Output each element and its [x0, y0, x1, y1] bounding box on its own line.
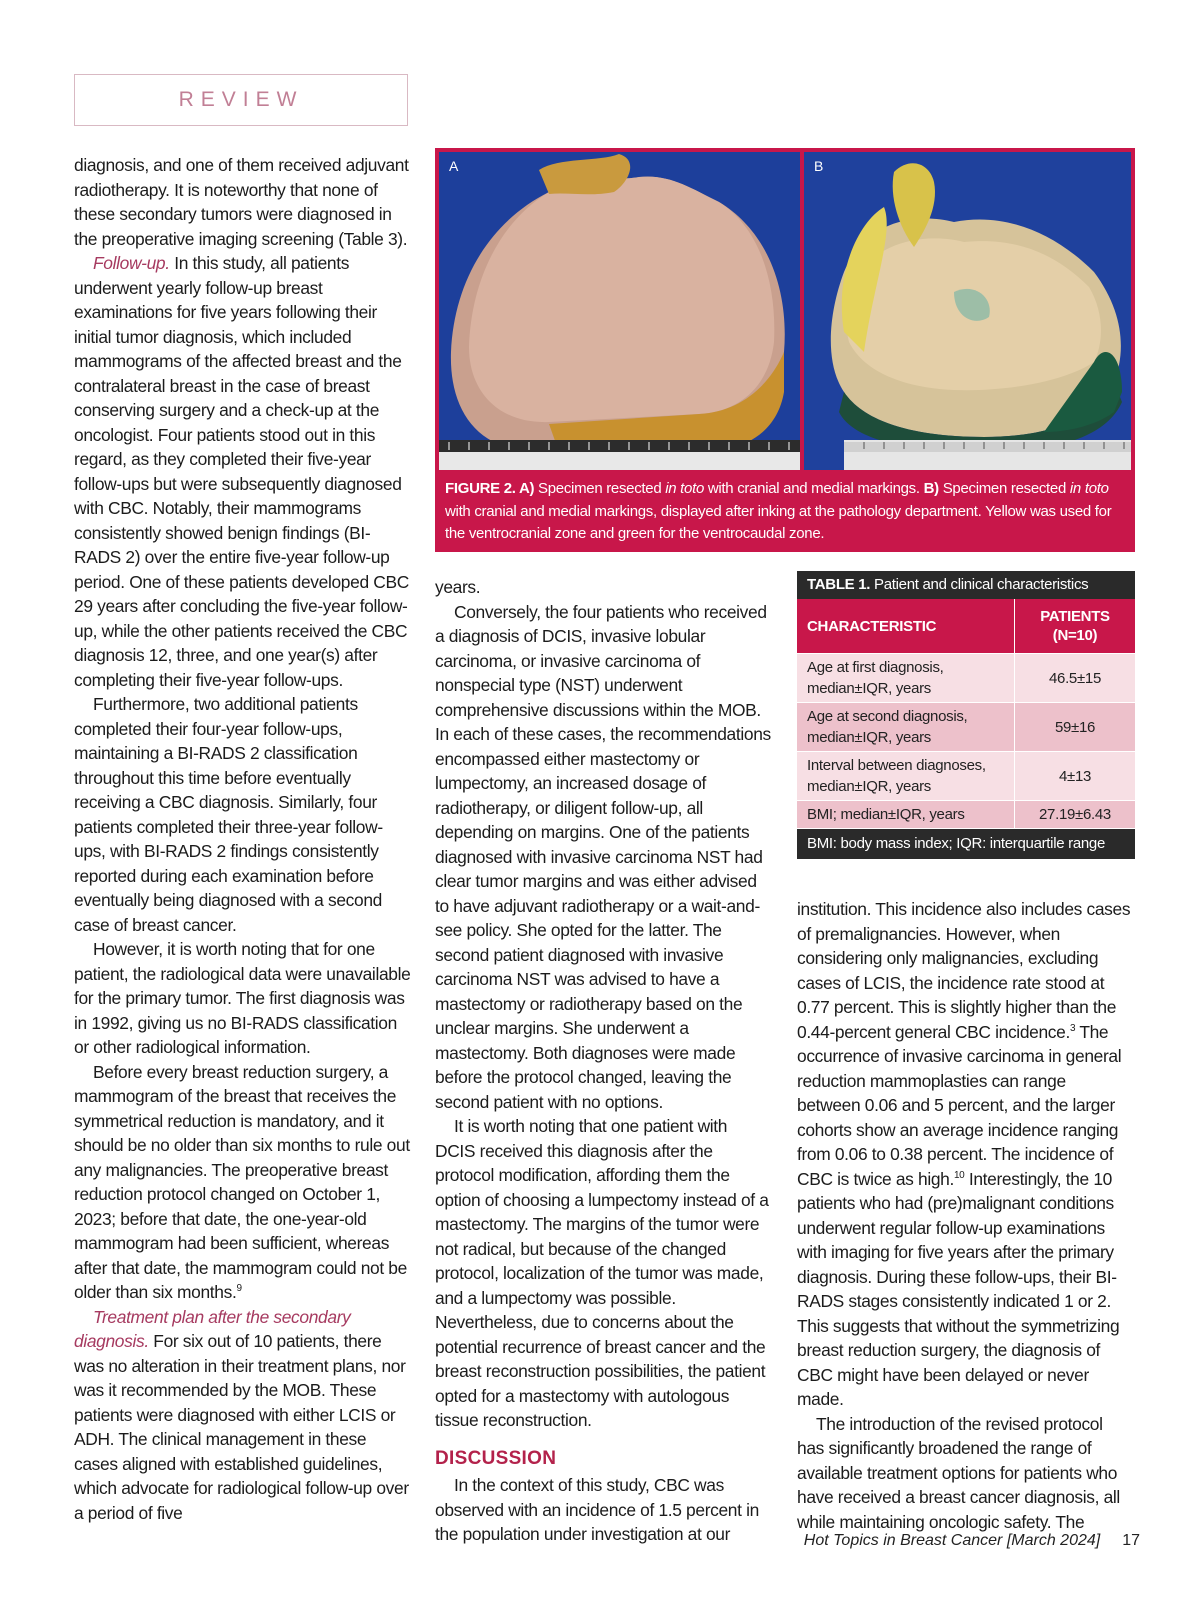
paragraph-text: institution. This incidence also includes cases of premalignancies. However, when considering only malignancies, excluding cases of LCIS, the incidence rate stood at 0.77 percent. This is slightly higher than the 0.44-percent general CBC incidence.	[797, 899, 1131, 1042]
paragraph: years.	[435, 577, 481, 597]
table-cell-label: Interval between diagnoses, median±IQR, years	[807, 757, 986, 795]
caption-text: with cranial and medial markings, displayed after inking at the pathology department. Yellow was used for the ventrocranial zone and green for the ventrocaudal zone.	[445, 502, 1112, 542]
specimen-b-image	[804, 152, 1131, 470]
caption-italic: in toto	[665, 480, 704, 497]
subheading-treatment-plan: Treatment plan after the secondary diagnosis.	[74, 1306, 351, 1351]
figure-panel-a	[439, 152, 800, 470]
table-cell-value: 27.19±6.43	[1014, 801, 1135, 828]
column-3	[797, 897, 1133, 1534]
paragraph: It is worth noting that one patient with DCIS received this diagnosis after the protocol modification, affording them the option of choosing a lumpectomy instead of a mastectomy. The margins of the tumor were not radical, but because of the changed protocol, localization of the tumor was made, and a lumpectomy was possible. Nevertheless, due to concerns about the potential recurrence of breast cancer and the breast reconstruction possibilities, the patient opted for a mastectomy with autologous tissue reconstruction.	[435, 1116, 769, 1430]
paragraph	[74, 1060, 412, 1305]
header-patients-label: PATIENTS	[1040, 608, 1110, 625]
table-header-characteristic: CHARACTERISTIC	[807, 617, 937, 635]
paragraph-text: Before every breast reduction surgery, a mammogram of the breast that receives the symmetrical reduction is mandatory, and it should be no older than six months to rule out any malignancies. The preoperative breast reduction protocol changed on October 1, 2023; before that date, the one-year-old mammogram had been sufficient, whereas after that date, the mammogram could not be older than six months.	[74, 1061, 410, 1302]
table-1	[797, 571, 1135, 859]
paragraph-text: For six out of 10 patients, there was no alteration in their treatment plans, nor was it recommended by the MOB. These patients were diagnosed with either LCIS or ADH. The clinical management in these cases aligned with established guidelines, which advocate for radiological follow-up over a period of five	[74, 1331, 409, 1523]
column-2	[435, 575, 771, 1547]
table-row	[797, 653, 1135, 702]
table-cell-value: 46.5±15	[1014, 654, 1135, 702]
journal-name: Hot Topics in Breast Cancer [March 2024]	[803, 1532, 1101, 1549]
caption-label-b: B)	[923, 480, 939, 497]
subheading-follow-up: Follow-up.	[93, 253, 170, 273]
table-title	[797, 571, 1135, 599]
caption-label: FIGURE 2. A)	[445, 480, 535, 497]
paragraph-text: Interestingly, the 10 patients who had (pre)malignant conditions underwent regular follow-up examinations with imaging for five years after the primary diagnosis. During these follow-ups, their BI-RADS stages consistently indicated 1 or 2. This suggests that without the symmetrizing breast reduction surgery, the diagnosis of CBC might have been delayed or never made.	[797, 1168, 1120, 1409]
paragraph: The introduction of the revised protocol has significantly broadened the range of available treatment options for patients who have received a breast cancer diagnosis, all while maintaining oncologic safety. The	[797, 1413, 1120, 1532]
paragraph-treatment-plan	[74, 1305, 412, 1526]
figure-2	[435, 148, 1135, 552]
panel-letter-b: B	[814, 158, 824, 174]
specimen-a-image	[439, 152, 800, 470]
table-title-text: Patient and clinical characteristics	[870, 576, 1089, 593]
table-header-row	[797, 599, 1135, 653]
paragraph: In the context of this study, CBC was observed with an incidence of 1.5 percent in the population under investigation at our	[435, 1475, 759, 1544]
paragraph: However, it is worth noting that for one patient, the radiological data were unavailable for the primary tumor. The first diagnosis was in 1992, giving us no BI-RADS classification or other radiological information.	[74, 939, 411, 1057]
figure-panel-b	[804, 152, 1131, 470]
table-cell-label: Age at second diagnosis, median±IQR, years	[807, 708, 968, 746]
page-footer	[760, 1532, 1140, 1550]
paragraph	[797, 897, 1133, 1412]
table-cell-value: 59±16	[1014, 703, 1135, 751]
section-label: REVIEW	[74, 74, 408, 126]
figure-caption	[445, 478, 1125, 546]
table-header-patients	[1014, 599, 1135, 653]
paragraph-text: In this study, all patients underwent yearly follow-up breast examinations for five years following their initial tumor diagnosis, which included mammograms of the affected breast and the contralateral breast in the case of breast conserving surgery and a check-up at the oncologist. Four patients stood out in this regard, as they completed their five-year follow-ups but were subsequently diagnosed with CBC. Notably, their mammograms consistently showed benign findings (BI-RADS 2) over the entire five-year follow-up period. One of these patients developed CBC 29 years after concluding the five-year follow-up, while the other patients received the CBC diagnosis 12, three, and one year(s) after completing their five-year follow-ups.	[74, 253, 409, 690]
paragraph-text: The occurrence of invasive carcinoma in general reduction mammoplasties can range between 0.06 and 5 percent, and the larger cohorts show an average incidence ranging from 0.06 to 0.38 percent. The incidence of CBC is twice as high.	[797, 1021, 1122, 1189]
page-number: 17	[1122, 1532, 1140, 1549]
caption-text: with cranial and medial markings.	[704, 480, 924, 497]
column-1	[74, 153, 412, 1525]
table-footnote: BMI: body mass index; IQR: interquartile range	[797, 828, 1135, 859]
caption-text: Specimen resected	[534, 480, 666, 497]
discussion-heading: DISCUSSION	[435, 1447, 557, 1469]
table-cell-label: BMI; median±IQR, years	[807, 806, 965, 823]
panel-letter-a: A	[449, 158, 459, 174]
paragraph: Conversely, the four patients who received a diagnosis of DCIS, invasive lobular carcinoma, or invasive carcinoma of nonspecial type (NST) underwent comprehensive discussions within the MOB. In each of these cases, the recommendations encompassed either mastectomy or lumpectomy, an increased dosage of radiotherapy, or diligent follow-up, all depending on margins. One of the patients diagnosed with invasive carcinoma NST had clear tumor margins and was either advised to have adjuvant radiotherapy or a wait-and-see policy. She opted for the latter. The second patient diagnosed with invasive carcinoma NST was advised to have a mastectomy or radiotherapy based on the unclear margins. She underwent a mastectomy. Both diagnoses were made before the protocol changed, leaving the second patient with no options.	[435, 601, 771, 1112]
table-cell-label: Age at first diagnosis, median±IQR, years	[807, 659, 944, 697]
header-patients-n: (N=10)	[1052, 627, 1098, 644]
caption-text: Specimen resected	[938, 480, 1070, 497]
paragraph: diagnosis, and one of them received adjuvant radiotherapy. It is noteworthy that none of these secondary tumors were diagnosed in the preoperative imaging screening (Table 3).	[74, 155, 409, 249]
table-title-label: TABLE 1.	[807, 576, 871, 593]
paragraph-follow-up	[74, 251, 412, 692]
reference-superscript: 3	[1069, 1022, 1076, 1034]
reference-superscript: 9	[236, 1283, 242, 1295]
paragraph: Furthermore, two additional patients completed their four-year follow-ups, maintaining a BI-RADS 2 classification throughout this time before eventually receiving a CBC diagnosis. Similarly, four patients completed their three-year follow-ups, with BI-RADS 2 findings consistently reported during each examination before eventually being diagnosed with a second case of breast cancer.	[74, 694, 383, 935]
reference-superscript: 10	[953, 1169, 965, 1181]
table-row	[797, 702, 1135, 751]
table-row	[797, 751, 1135, 800]
table-row	[797, 800, 1135, 828]
caption-italic: in toto	[1069, 480, 1109, 497]
table-cell-value: 4±13	[1014, 752, 1135, 800]
